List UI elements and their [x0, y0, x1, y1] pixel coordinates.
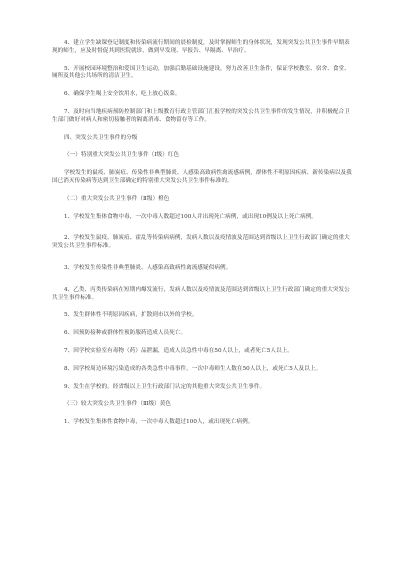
document-body — [52, 40, 352, 427]
paragraph: 1、学校发生集体食物中毒，一次中毒人数超过100人并出现死亡病例，或出现10例及以上死亡病例。 — [64, 213, 318, 220]
paragraph: 5、发生群体性不明原因疾病，扩散到市以外的学校。 — [64, 312, 198, 319]
paragraph: 6、确保学生喝上安全饮用水，吃上放心饭菜。 — [64, 91, 181, 98]
paragraph: 8、因学校周边环境污染造成的各类急性中毒事件，一次中毒师生人数在50人以上，或死亡5人及以上。 — [64, 365, 322, 372]
paragraph: 学校发生的鼠疫、肺炭疽、传染性非典型肺炎、人感染高致病性禽流感病例，群体性不明原因疾病、新传染病以及我国已消灭传染病等达到卫生部确定的特别重大突发公共卫生事件标准的。 — [52, 170, 352, 184]
paragraph: 2、学校发生鼠疫、肺炭疽、霍乱等传染病病例，发病人数以及疫情波及范围达到省级以上卫生行政部门确定的重大突发公共卫生事件标准。 — [52, 235, 350, 250]
paragraph: 7、因学校实验室有毒物（药）品泄漏，造成人员急性中毒在50人以上，或者死亡5人以上。 — [64, 347, 293, 354]
paragraph: 5、开展校园环境整治和爱国卫生运动，加强后勤基础设施建设，努力改善卫生条件，保证学校教室、宿舍、食堂、厕所及其他公共场所的清洁卫生。 — [52, 65, 350, 80]
paragraph: 1、学校发生集体性食物中毒，一次中毒人数超过100人，或出现死亡病例。 — [64, 419, 254, 426]
paragraph: 9、发生在学校的，经省级以上卫生行政部门认定的其他重大突发公共卫生事件。 — [64, 383, 266, 390]
paragraph: 3、学校发生传染性非典型肺炎、人感染高致病性禽流感疑似病例。 — [64, 264, 232, 271]
subsection-heading: （三）较大突发公共卫生事件（Ⅲ级）黄色 — [64, 401, 172, 408]
section-heading: 四、突发公共卫生事件的分级 — [64, 134, 138, 141]
subsection-heading: （二）重大突发公共卫生事件（Ⅱ级）橙色 — [64, 195, 170, 202]
paragraph: 4、建立学生缺课登记制度和传染病流行期间的晨检制度，及时掌握师生的身体状况，发现突发公共卫生事件早期表现的师生，应及时督促其到医院就诊，做到早发现、早报告、早隔离、早治疗。 — [52, 40, 350, 54]
paragraph: 4、乙类、丙类传染病在短期内爆发流行，发病人数以及疫情波及范围达到省级以上卫生行政部门确定的重大突发公共卫生事件标准。 — [52, 286, 350, 301]
paragraph: 6、因预防接种或群体性预防服药造成人员死亡。 — [64, 330, 187, 337]
subsection-heading: （一）特别重大突发公共卫生事件（Ⅰ级）红色 — [64, 152, 180, 159]
paragraph: 7、及时向当地疾病预防控制部门和上级教育行政主管部门汇报学校的突发公共卫生事件的发生情况，并积极配合卫生部门做好对病人和密切接触者的隔离消毒、食物留存等工作。 — [52, 108, 350, 123]
